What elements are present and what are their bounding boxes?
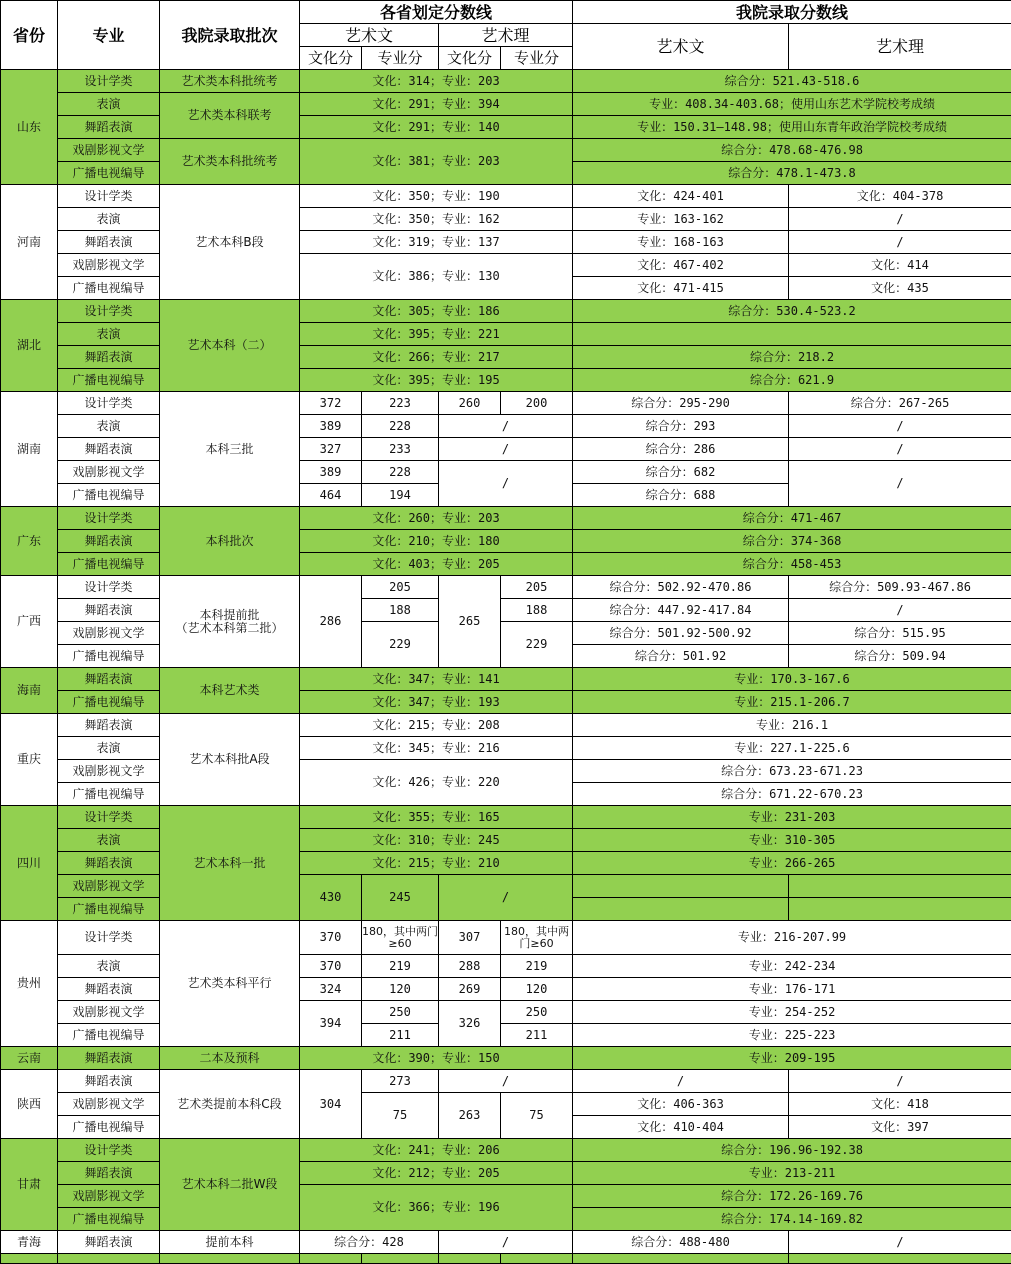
line-cell: 文化：350；专业：162 [300, 208, 573, 231]
batch-cell: 艺术本科二批W段 [160, 1139, 300, 1231]
header-major: 专业 [58, 1, 160, 70]
admit-cell: 综合分：621.9 [573, 369, 1011, 392]
major-cell: 戏剧影视文学 [58, 622, 160, 645]
science-cell: / [439, 438, 573, 461]
admit-science-cell: 综合分：515.95 [789, 622, 1011, 645]
line-cell: 文化：355；专业：165 [300, 806, 573, 829]
arts-specialty-cell: 228 [362, 415, 439, 438]
batch-cell: 艺术类本科平行 [160, 921, 300, 1047]
science-specialty-cell: 188 [501, 599, 573, 622]
arts-specialty-cell: 180，其中两门≥60 [362, 921, 439, 955]
admit-cell: 专业：170.3-167.6 [573, 668, 1011, 691]
admit-cell: 专业：231-203 [573, 806, 1011, 829]
major-cell: 戏剧影视文学 [58, 1185, 160, 1208]
header-admit-science: 艺术理 [789, 24, 1011, 70]
admit-cell: 综合分：172.26-169.76 [573, 1185, 1011, 1208]
major-cell: 广播电视编导 [58, 1024, 160, 1047]
arts-specialty-cell: 75 [362, 1093, 439, 1139]
admit-arts-cell: 文化：410-404 [573, 1116, 789, 1139]
admit-cell: 专业：216.1 [573, 714, 1011, 737]
admit-science-cell: 文化：435 [789, 277, 1011, 300]
major-cell: 广播电视编导 [58, 484, 160, 507]
admit-arts-cell: 综合分：501.92-500.92 [573, 622, 789, 645]
admit-cell: 专业：408.34-403.68；使用山东艺术学院校考成绩 [573, 93, 1011, 116]
major-cell: 舞蹈表演 [58, 714, 160, 737]
province-cell: 甘肃 [1, 1139, 58, 1231]
header-line-group: 各省划定分数线 [300, 1, 573, 24]
line-cell: 文化：260；专业：203 [300, 507, 573, 530]
major-cell: 表演 [58, 208, 160, 231]
arts-culture-cell: 370 [300, 921, 362, 955]
admit-arts-cell: 综合分：502.92-470.86 [573, 576, 789, 599]
header-arts-culture: 文化分 [300, 47, 362, 70]
admit-arts-cell: 文化：406-363 [573, 1093, 789, 1116]
admit-cell-empty [573, 323, 1011, 346]
science-specialty-cell: 200 [501, 392, 573, 415]
admit-arts-cell: 综合分：286 [573, 438, 789, 461]
admit-cell: 综合分：218.2 [573, 346, 1011, 369]
admit-science-cell: 文化：414 [789, 254, 1011, 277]
admit-cell: 综合分：478.68-476.98 [573, 139, 1011, 162]
science-specialty-cell: 205 [501, 576, 573, 599]
line-cell: 文化：381；专业：203 [300, 139, 573, 185]
province-cell: 海南 [1, 668, 58, 714]
batch-cell: 本科艺术类 [160, 668, 300, 714]
major-cell: 戏剧影视文学 [58, 1001, 160, 1024]
admit-science-cell-empty [789, 898, 1011, 921]
major-cell: 设计学类 [58, 300, 160, 323]
science-specialty-cell: 180，其中两门≥60 [501, 921, 573, 955]
major-cell: 广播电视编导 [58, 645, 160, 668]
major-cell: 广播电视编导 [58, 277, 160, 300]
line-cell: 文化：241；专业：206 [300, 1139, 573, 1162]
science-specialty-cell: 211 [501, 1024, 573, 1047]
major-cell: 舞蹈表演 [58, 668, 160, 691]
science-culture-cell: 269 [439, 978, 501, 1001]
line-cell: 文化：395；专业：221 [300, 323, 573, 346]
science-specialty-cell: 229 [501, 622, 573, 668]
admit-cell: 专业：176-171 [573, 978, 1011, 1001]
major-cell: 舞蹈表演 [58, 1231, 160, 1254]
arts-culture-cell: 389 [300, 415, 362, 438]
major-cell: 舞蹈表演 [58, 346, 160, 369]
batch-cell: 艺术类本科批统考 [160, 70, 300, 93]
arts-specialty-cell: 194 [362, 484, 439, 507]
major-cell: 舞蹈表演 [58, 1162, 160, 1185]
admit-science-cell: 文化：397 [789, 1116, 1011, 1139]
admit-cell: 综合分：374-368 [573, 530, 1011, 553]
arts-specialty-cell: 228 [362, 461, 439, 484]
science-culture-cell: 260 [439, 392, 501, 415]
major-cell: 设计学类 [58, 70, 160, 93]
arts-specialty-cell: 188 [362, 599, 439, 622]
line-cell: 文化：426；专业：220 [300, 760, 573, 806]
admit-cell: 综合分：196.96-192.38 [573, 1139, 1011, 1162]
batch-cell: 艺术本科一批 [160, 806, 300, 921]
science-specialty-cell: 219 [501, 955, 573, 978]
science-culture-cell: 265 [439, 576, 501, 668]
major-cell: 戏剧影视文学 [58, 1093, 160, 1116]
admit-cell: 专业：209-195 [573, 1047, 1011, 1070]
province-cell: 广东 [1, 507, 58, 576]
admit-cell: 综合分：458-453 [573, 553, 1011, 576]
arts-specialty-cell: 223 [362, 392, 439, 415]
line-cell: 文化：347；专业：193 [300, 691, 573, 714]
arts-culture-cell: 389 [300, 461, 362, 484]
line-cell: 文化：403；专业：205 [300, 553, 573, 576]
major-cell: 舞蹈表演 [58, 1070, 160, 1093]
major-cell: 舞蹈表演 [58, 438, 160, 461]
admit-science-cell: 文化：404-378 [789, 185, 1011, 208]
admit-cell: 综合分：478.1-473.8 [573, 162, 1011, 185]
science-cell: / [439, 415, 573, 438]
major-cell: 广播电视编导 [58, 783, 160, 806]
admit-science-cell: 综合分：509.93-467.86 [789, 576, 1011, 599]
header-science-specialty: 专业分 [501, 47, 573, 70]
header-province: 省份 [1, 1, 58, 70]
arts-culture-cell: 372 [300, 392, 362, 415]
major-cell: 舞蹈表演 [58, 1047, 160, 1070]
admit-cell: 专业：227.1-225.6 [573, 737, 1011, 760]
arts-specialty-cell: 229 [362, 622, 439, 668]
admit-cell: 综合分：521.43-518.6 [573, 70, 1011, 93]
admit-arts-cell: 综合分：488-480 [573, 1231, 789, 1254]
header-line-science: 艺术理 [439, 24, 573, 47]
admit-arts-cell: 综合分：682 [573, 461, 789, 484]
admit-arts-cell-empty [573, 875, 789, 898]
admit-arts-cell: 综合分：688 [573, 484, 789, 507]
province-cell: 陕西 [1, 1070, 58, 1139]
arts-specialty-cell: 205 [362, 576, 439, 599]
line-cell: 文化：350；专业：190 [300, 185, 573, 208]
science-cell: / [439, 1070, 573, 1093]
arts-specialty-cell: 273 [362, 1070, 439, 1093]
science-specialty-cell: 120 [501, 978, 573, 1001]
line-cell: 文化：390；专业：150 [300, 1047, 573, 1070]
province-cell: 山东 [1, 70, 58, 185]
science-culture-cell: 307 [439, 921, 501, 955]
province-cell: 贵州 [1, 921, 58, 1047]
admit-cell: 专业：242-234 [573, 955, 1011, 978]
province-cell: 湖南 [1, 392, 58, 507]
major-cell: 广播电视编导 [58, 691, 160, 714]
arts-specialty-cell: 120 [362, 978, 439, 1001]
arts-line-cell: 综合分：428 [300, 1231, 439, 1254]
admit-cell: 专业：213-211 [573, 1162, 1011, 1185]
line-cell: 文化：215；专业：208 [300, 714, 573, 737]
line-cell: 文化：212；专业：205 [300, 1162, 573, 1185]
admit-arts-cell: 综合分：447.92-417.84 [573, 599, 789, 622]
batch-line-1: 本科提前批 [199, 607, 260, 622]
major-cell: 戏剧影视文学 [58, 875, 160, 898]
batch-cell: 本科三批 [160, 392, 300, 507]
science-specialty-cell: 75 [501, 1093, 573, 1139]
major-cell: 广播电视编导 [58, 162, 160, 185]
arts-culture-cell: 327 [300, 438, 362, 461]
admit-science-cell: 综合分：509.94 [789, 645, 1011, 668]
admit-cell: 专业：266-265 [573, 852, 1011, 875]
arts-specialty-cell: 250 [362, 1001, 439, 1024]
major-cell: 戏剧影视文学 [58, 760, 160, 783]
line-cell: 文化：314；专业：203 [300, 70, 573, 93]
admit-arts-cell: 综合分：293 [573, 415, 789, 438]
major-cell: 舞蹈表演 [58, 231, 160, 254]
batch-cell: 艺术本科B段 [160, 185, 300, 300]
arts-specialty-cell: 211 [362, 1024, 439, 1047]
line-cell: 文化：395；专业：195 [300, 369, 573, 392]
line-cell: 文化：345；专业：216 [300, 737, 573, 760]
admit-science-cell: 综合分：267-265 [789, 392, 1011, 415]
province-cell: 青海 [1, 1231, 58, 1254]
admit-science-cell: / [789, 1070, 1011, 1093]
line-cell: 文化：386；专业：130 [300, 254, 573, 300]
major-cell: 设计学类 [58, 576, 160, 599]
major-cell: 戏剧影视文学 [58, 139, 160, 162]
batch-cell: 艺术本科（二） [160, 300, 300, 392]
batch-cell: 提前本科 [160, 1231, 300, 1254]
major-cell: 设计学类 [58, 806, 160, 829]
line-cell: 文化：310；专业：245 [300, 829, 573, 852]
major-cell: 广播电视编导 [58, 1116, 160, 1139]
header-admit-group: 我院录取分数线 [573, 1, 1011, 24]
province-cell: 云南 [1, 1047, 58, 1070]
admit-science-cell: / [789, 231, 1011, 254]
admit-cell: 综合分：530.4-523.2 [573, 300, 1011, 323]
admit-science-cell-empty [789, 875, 1011, 898]
batch-cell [160, 576, 300, 668]
admit-arts-cell: 文化：471-415 [573, 277, 789, 300]
line-cell: 文化：266；专业：217 [300, 346, 573, 369]
major-cell: 表演 [58, 93, 160, 116]
major-cell: 戏剧影视文学 [58, 254, 160, 277]
province-cell: 四川 [1, 806, 58, 921]
header-line-arts: 艺术文 [300, 24, 439, 47]
major-cell: 舞蹈表演 [58, 852, 160, 875]
admit-arts-cell-empty [573, 898, 789, 921]
major-cell: 广播电视编导 [58, 369, 160, 392]
admit-science-cell: / [789, 461, 1011, 507]
major-cell: 表演 [58, 737, 160, 760]
line-cell: 文化：347；专业：141 [300, 668, 573, 691]
arts-specialty-cell: 219 [362, 955, 439, 978]
arts-culture-cell: 324 [300, 978, 362, 1001]
line-cell: 文化：210；专业：180 [300, 530, 573, 553]
batch-cell: 二本及预科 [160, 1047, 300, 1070]
province-cell: 湖北 [1, 300, 58, 392]
admit-cell: 综合分：673.23-671.23 [573, 760, 1011, 783]
admit-cell: 综合分：174.14-169.82 [573, 1208, 1011, 1231]
major-cell: 设计学类 [58, 392, 160, 415]
batch-cell: 艺术类本科批统考 [160, 139, 300, 185]
arts-culture-cell: 394 [300, 1001, 362, 1047]
line-cell: 文化：215；专业：210 [300, 852, 573, 875]
major-cell: 设计学类 [58, 507, 160, 530]
admit-science-cell: / [789, 438, 1011, 461]
major-cell: 广播电视编导 [58, 898, 160, 921]
major-cell: 表演 [58, 955, 160, 978]
line-cell: 文化：305；专业：186 [300, 300, 573, 323]
batch-cell: 艺术类本科联考 [160, 93, 300, 139]
line-cell: 文化：291；专业：394 [300, 93, 573, 116]
admit-arts-cell: 文化：424-401 [573, 185, 789, 208]
header-batch: 我院录取批次 [160, 1, 300, 70]
batch-cell: 艺术本科批A段 [160, 714, 300, 806]
admit-science-cell: / [789, 415, 1011, 438]
batch-line-2: （艺术本科第二批） [175, 620, 284, 635]
line-cell: 文化：319；专业：137 [300, 231, 573, 254]
admit-arts-cell: 文化：467-402 [573, 254, 789, 277]
major-cell: 设计学类 [58, 1139, 160, 1162]
science-specialty-cell: 250 [501, 1001, 573, 1024]
admit-cell: 专业：216-207.99 [573, 921, 1011, 955]
batch-cell: 本科批次 [160, 507, 300, 576]
batch-cell: 艺术类提前本科C段 [160, 1070, 300, 1139]
major-cell: 设计学类 [58, 921, 160, 955]
admit-cell: 专业：310-305 [573, 829, 1011, 852]
science-cell: / [439, 875, 573, 921]
major-cell: 表演 [58, 415, 160, 438]
province-cell: 河南 [1, 185, 58, 300]
major-cell: 戏剧影视文学 [58, 461, 160, 484]
admit-cell: 综合分：671.22-670.23 [573, 783, 1011, 806]
major-cell: 表演 [58, 323, 160, 346]
admit-arts-cell: 综合分：501.92 [573, 645, 789, 668]
admit-science-cell: / [789, 208, 1011, 231]
major-cell: 广播电视编导 [58, 1208, 160, 1231]
admit-cell: 专业：225-223 [573, 1024, 1011, 1047]
province-cell: 重庆 [1, 714, 58, 806]
major-cell: 舞蹈表演 [58, 116, 160, 139]
arts-culture-cell: 464 [300, 484, 362, 507]
province-cell: 广西 [1, 576, 58, 668]
major-cell: 舞蹈表演 [58, 978, 160, 1001]
arts-culture-cell: 286 [300, 576, 362, 668]
line-cell: 文化：291；专业：140 [300, 116, 573, 139]
science-cell: / [439, 461, 573, 507]
science-culture-cell: 288 [439, 955, 501, 978]
admit-science-cell: 文化：418 [789, 1093, 1011, 1116]
major-cell: 广播电视编导 [58, 553, 160, 576]
line-cell: 文化：366；专业：196 [300, 1185, 573, 1231]
admit-science-cell: / [789, 599, 1011, 622]
admit-cell: 专业：254-252 [573, 1001, 1011, 1024]
admit-cell: 专业：150.31—148.98；使用山东青年政治学院校考成绩 [573, 116, 1011, 139]
admit-science-cell: / [789, 1231, 1011, 1254]
major-cell: 表演 [58, 829, 160, 852]
admit-arts-cell: 专业：163-162 [573, 208, 789, 231]
admit-arts-cell: / [573, 1070, 789, 1093]
arts-culture-cell: 370 [300, 955, 362, 978]
major-cell: 舞蹈表演 [58, 530, 160, 553]
arts-culture-cell: 304 [300, 1070, 362, 1139]
admit-arts-cell: 综合分：295-290 [573, 392, 789, 415]
science-culture-cell: 326 [439, 1001, 501, 1047]
arts-culture-cell: 430 [300, 875, 362, 921]
major-cell: 舞蹈表演 [58, 599, 160, 622]
header-arts-specialty: 专业分 [362, 47, 439, 70]
admit-arts-cell: 专业：168-163 [573, 231, 789, 254]
admit-cell: 综合分：471-467 [573, 507, 1011, 530]
header-admit-arts: 艺术文 [573, 24, 789, 70]
science-cell: / [439, 1231, 573, 1254]
admit-cell: 专业：215.1-206.7 [573, 691, 1011, 714]
header-science-culture: 文化分 [439, 47, 501, 70]
arts-specialty-cell: 245 [362, 875, 439, 921]
arts-specialty-cell: 233 [362, 438, 439, 461]
major-cell: 设计学类 [58, 185, 160, 208]
science-culture-cell: 263 [439, 1093, 501, 1139]
